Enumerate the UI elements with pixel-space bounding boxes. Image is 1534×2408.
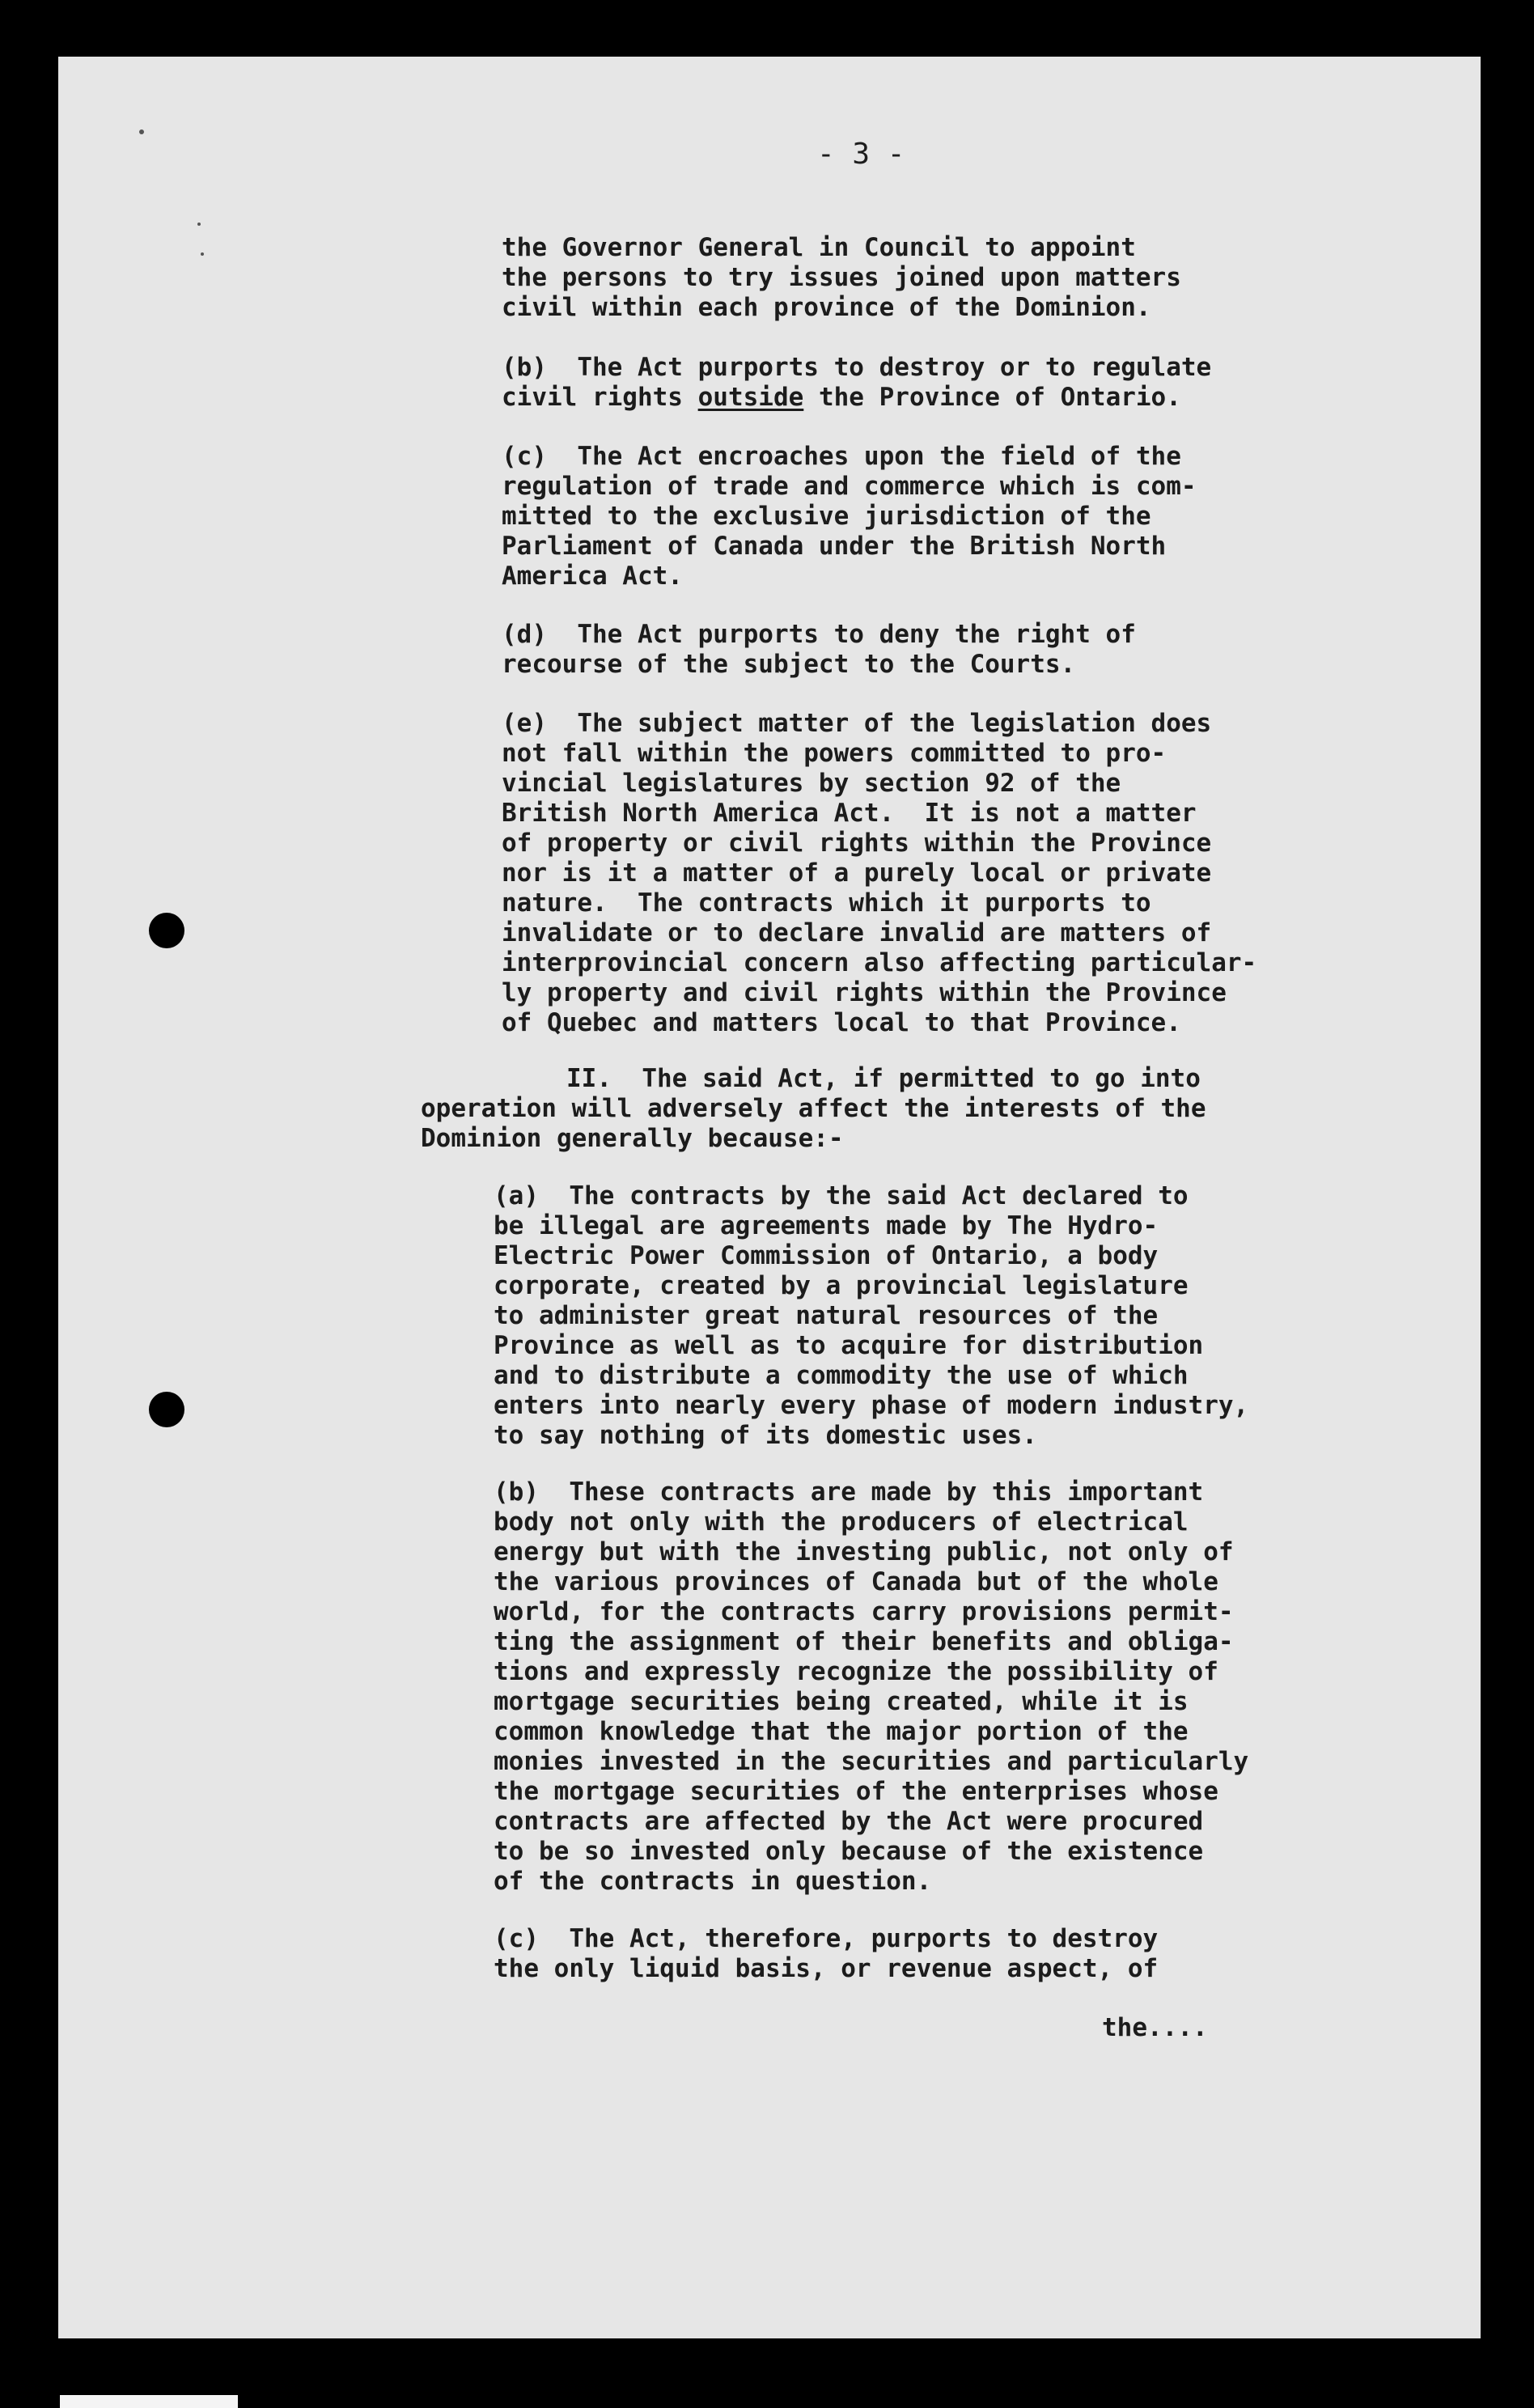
paragraph-b-civil-rights bbox=[502, 353, 1211, 413]
specks bbox=[139, 129, 144, 134]
paragraph-b-text-end: the Province of Ontario. bbox=[803, 383, 1181, 412]
corner-tab bbox=[60, 2395, 238, 2408]
paragraph-b-text-start: (b) The Act purports to destroy or to regulate civil rights bbox=[502, 353, 1212, 412]
specks bbox=[197, 223, 201, 226]
underlined-word-outside: outside bbox=[697, 383, 804, 412]
paragraph-e-legislation: (e) The subject matter of the legislation does not fall within the powers committed to pro- vincial legislatures by section 92 of the British North America Act. It is not a matter of property or civil rights within the Province nor is it a matter of a purely local or private nature. The contracts which it purports to invalidate or to declare invalid are matters of interprovincial concern also affecting particular- ly property and civil rights within the Province of Quebec and matters local to that Province. bbox=[502, 709, 1257, 1037]
specks bbox=[201, 252, 204, 256]
paragraph-c-trade-commerce: (c) The Act encroaches upon the field of the regulation of trade and commerce which is com- mitted to the exclusive jurisdiction of the Parliament of Canada under the British North America Act. bbox=[502, 442, 1197, 591]
catchword: the.... bbox=[1102, 2013, 1208, 2042]
section-ii-text: operation will adversely affect the interests of the Dominion generally because:- bbox=[421, 1094, 1206, 1153]
page-number: - 3 - bbox=[817, 138, 905, 171]
section-ii-heading: II. The said Act, if permitted to go into bbox=[566, 1064, 1201, 1093]
paragraph-d-courts: (d) The Act purports to deny the right of recourse of the subject to the Courts. bbox=[502, 620, 1136, 679]
paragraph-b-contracts: (b) These contracts are made by this important body not only with the producers of electrical energy but with the investing public, not only of the various provinces of Canada but of the whole world, for the contracts carry provisions permit- ting the assignment of their benefits and obliga- tions and expressly recognize the possibility of mortgage securities being created, while it is common knowledge that the major portion of the monies invested in the securities and particularly the mortgage securities of the enterprises whose contracts are affected by the Act were procured to be so invested only because of the existence of the contracts in question. bbox=[494, 1477, 1249, 1896]
paragraph-a-hydro-electric: (a) The contracts by the said Act declared to be illegal are agreements made by The Hydro- Electric Power Commission of Ontario, a body corporate, created by a provincial legislature to administer great natural resources of the Province as well as to acquire for distribution and to distribute a commodity the use of which enters into nearly every phase of modern industry, to say nothing of its domestic uses. bbox=[494, 1181, 1249, 1450]
punch-hole-bottom bbox=[149, 1392, 184, 1427]
punch-hole-top bbox=[149, 913, 184, 948]
paragraph-continuation: the Governor General in Council to appoint the persons to try issues joined upon matters civil within each province of the Dominion. bbox=[502, 233, 1181, 322]
paragraph-c-liquid-basis: (c) The Act, therefore, purports to destroy the only liquid basis, or revenue aspect, of bbox=[494, 1924, 1159, 1983]
